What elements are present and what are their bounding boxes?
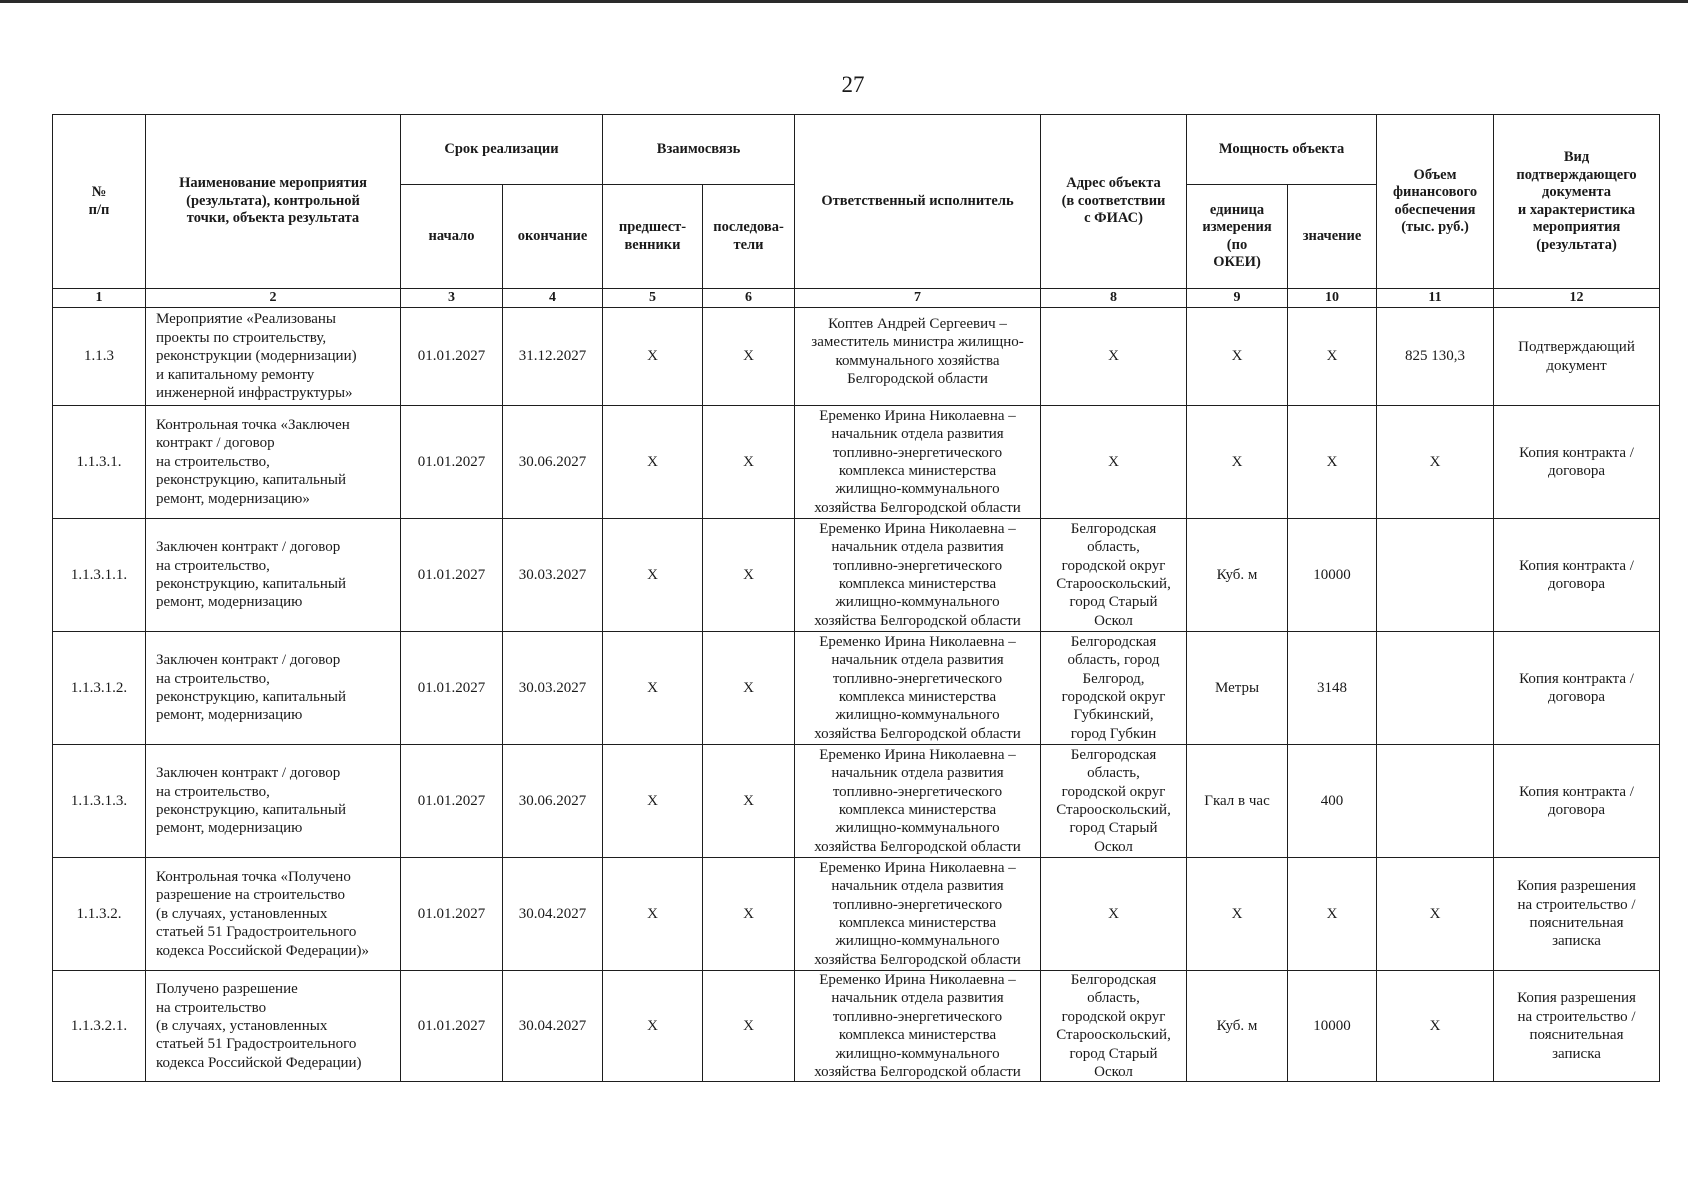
predecessors-cell: Х [603,858,703,971]
funding-cell: 825 130,3 [1377,308,1494,406]
row-number-cell: 1.1.3.1. [53,406,146,519]
unit-cell: Х [1187,406,1288,519]
start-date-cell: 01.01.2027 [401,745,503,858]
column-number: 8 [1041,289,1187,308]
funding-cell: Х [1377,858,1494,971]
unit-cell: Куб. м [1187,971,1288,1082]
header-object-address: Адрес объекта (в соответствии с ФИАС) [1041,115,1187,289]
object-address-cell: Белгородская область, городской округ Старооскольский, город Старый Оскол [1041,745,1187,858]
header-start: начало [401,185,503,289]
unit-cell: Куб. м [1187,519,1288,632]
end-date-cell: 30.03.2027 [503,632,603,745]
capacity-value-cell: Х [1288,406,1377,519]
table-row [53,632,1660,745]
table-row [53,971,1660,1082]
start-date-cell: 01.01.2027 [401,308,503,406]
table-row [53,519,1660,632]
table-row [53,858,1660,971]
page-number: 27 [841,72,865,97]
responsible-executor-cell: Коптев Андрей Сергеевич – заместитель министра жилищно- коммунального хозяйства Белгородской области [795,308,1041,406]
object-address-cell: Х [1041,406,1187,519]
successors-cell: Х [703,519,795,632]
event-name-cell: Заключен контракт / договор на строительство, реконструкцию, капитальный ремонт, модернизацию [146,519,401,632]
document-type-cell: Копия разрешения на строительство / пояснительная записка [1494,858,1660,971]
column-number: 3 [401,289,503,308]
end-date-cell: 30.06.2027 [503,745,603,858]
table-row [53,308,1660,406]
object-address-cell: Х [1041,308,1187,406]
predecessors-cell: Х [603,308,703,406]
column-number: 5 [603,289,703,308]
successors-cell: Х [703,632,795,745]
responsible-executor-cell: Еременко Ирина Николаевна – начальник отдела развития топливно-энергетического комплекса министерства жилищно-коммунального хозяйства Белгородской области [795,632,1041,745]
header-event-name: Наименование мероприятия (результата), контрольной точки, объекта результата [146,115,401,289]
document-type-cell: Копия разрешения на строительство / пояснительная записка [1494,971,1660,1082]
header-implementation-period: Срок реализации [401,115,603,185]
object-address-cell: Х [1041,858,1187,971]
unit-cell: Метры [1187,632,1288,745]
event-name-cell: Заключен контракт / договор на строительство, реконструкцию, капитальный ремонт, модернизацию [146,632,401,745]
column-number: 4 [503,289,603,308]
column-number: 12 [1494,289,1660,308]
funding-cell: Х [1377,406,1494,519]
responsible-executor-cell: Еременко Ирина Николаевна – начальник отдела развития топливно-энергетического комплекса министерства жилищно-коммунального хозяйства Белгородской области [795,745,1041,858]
object-address-cell: Белгородская область, городской округ Старооскольский, город Старый Оскол [1041,519,1187,632]
column-number: 1 [53,289,146,308]
start-date-cell: 01.01.2027 [401,406,503,519]
successors-cell: Х [703,971,795,1082]
table-row [53,406,1660,519]
capacity-value-cell: 400 [1288,745,1377,858]
row-number-cell: 1.1.3.1.2. [53,632,146,745]
event-name-cell: Контрольная точка «Получено разрешение на строительство (в случаях, установленных статьей 51 Градостроительного кодекса Российской Федерации)» [146,858,401,971]
responsible-executor-cell: Еременко Ирина Николаевна – начальник отдела развития топливно-энергетического комплекса министерства жилищно-коммунального хозяйства Белгородской области [795,519,1041,632]
capacity-value-cell: Х [1288,308,1377,406]
header-number: № п/п [53,115,146,289]
row-number-cell: 1.1.3.1.1. [53,519,146,632]
header-end: окончание [503,185,603,289]
capacity-value-cell: 3148 [1288,632,1377,745]
successors-cell: Х [703,308,795,406]
scan-edge-top [0,0,1688,3]
row-number-cell: 1.1.3 [53,308,146,406]
row-number-cell: 1.1.3.2.1. [53,971,146,1082]
capacity-value-cell: 10000 [1288,971,1377,1082]
column-number: 7 [795,289,1041,308]
header-row-groups [53,115,1660,185]
successors-cell: Х [703,406,795,519]
event-name-cell: Получено разрешение на строительство (в случаях, установленных статьей 51 Градостроительного кодекса Российской Федерации) [146,971,401,1082]
start-date-cell: 01.01.2027 [401,971,503,1082]
start-date-cell: 01.01.2027 [401,858,503,971]
event-name-cell: Контрольная точка «Заключен контракт / договор на строительство, реконструкцию, капитальный ремонт, модернизацию» [146,406,401,519]
predecessors-cell: Х [603,632,703,745]
event-name-cell: Заключен контракт / договор на строительство, реконструкцию, капитальный ремонт, модернизацию [146,745,401,858]
end-date-cell: 30.03.2027 [503,519,603,632]
successors-cell: Х [703,745,795,858]
object-address-cell: Белгородская область, город Белгород, городской округ Губкинский, город Губкин [1041,632,1187,745]
header-object-capacity: Мощность объекта [1187,115,1377,185]
end-date-cell: 31.12.2027 [503,308,603,406]
document-type-cell: Копия контракта / договора [1494,406,1660,519]
column-number: 11 [1377,289,1494,308]
column-numbers-row [53,289,1660,308]
column-number: 9 [1187,289,1288,308]
successors-cell: Х [703,858,795,971]
header-successors: последова- тели [703,185,795,289]
header-predecessors: предшест- венники [603,185,703,289]
row-number-cell: 1.1.3.2. [53,858,146,971]
document-type-cell: Копия контракта / договора [1494,519,1660,632]
document-type-cell: Копия контракта / договора [1494,745,1660,858]
header-responsible-executor: Ответственный исполнитель [795,115,1041,289]
activities-table [52,114,1660,1082]
header-funding: Объем финансового обеспечения (тыс. руб.) [1377,115,1494,289]
end-date-cell: 30.04.2027 [503,858,603,971]
column-number: 6 [703,289,795,308]
unit-cell: Х [1187,308,1288,406]
predecessors-cell: Х [603,745,703,858]
unit-cell: Гкал в час [1187,745,1288,858]
predecessors-cell: Х [603,406,703,519]
event-name-cell: Мероприятие «Реализованы проекты по строительству, реконструкции (модернизации) и капитальному ремонту инженерной инфраструктуры» [146,308,401,406]
object-address-cell: Белгородская область, городской округ Старооскольский, город Старый Оскол [1041,971,1187,1082]
funding-cell [1377,745,1494,858]
unit-cell: Х [1187,858,1288,971]
funding-cell [1377,519,1494,632]
table-body [53,308,1660,1082]
funding-cell [1377,632,1494,745]
start-date-cell: 01.01.2027 [401,632,503,745]
row-number-cell: 1.1.3.1.3. [53,745,146,858]
header-document-type: Вид подтверждающего документа и характеристика мероприятия (результата) [1494,115,1660,289]
responsible-executor-cell: Еременко Ирина Николаевна – начальник отдела развития топливно-энергетического комплекса министерства жилищно-коммунального хозяйства Белгородской области [795,858,1041,971]
document-type-cell: Копия контракта / договора [1494,632,1660,745]
document-type-cell: Подтверждающий документ [1494,308,1660,406]
header-value: значение [1288,185,1377,289]
end-date-cell: 30.04.2027 [503,971,603,1082]
table-header [53,115,1660,308]
column-number: 2 [146,289,401,308]
table-row [53,745,1660,858]
capacity-value-cell: Х [1288,858,1377,971]
capacity-value-cell: 10000 [1288,519,1377,632]
header-relation: Взаимосвязь [603,115,795,185]
responsible-executor-cell: Еременко Ирина Николаевна – начальник отдела развития топливно-энергетического комплекса министерства жилищно-коммунального хозяйства Белгородской области [795,971,1041,1082]
end-date-cell: 30.06.2027 [503,406,603,519]
predecessors-cell: Х [603,971,703,1082]
start-date-cell: 01.01.2027 [401,519,503,632]
header-unit: единица измерения (по ОКЕИ) [1187,185,1288,289]
funding-cell: Х [1377,971,1494,1082]
column-number: 10 [1288,289,1377,308]
predecessors-cell: Х [603,519,703,632]
responsible-executor-cell: Еременко Ирина Николаевна – начальник отдела развития топливно-энергетического комплекса министерства жилищно-коммунального хозяйства Белгородской области [795,406,1041,519]
